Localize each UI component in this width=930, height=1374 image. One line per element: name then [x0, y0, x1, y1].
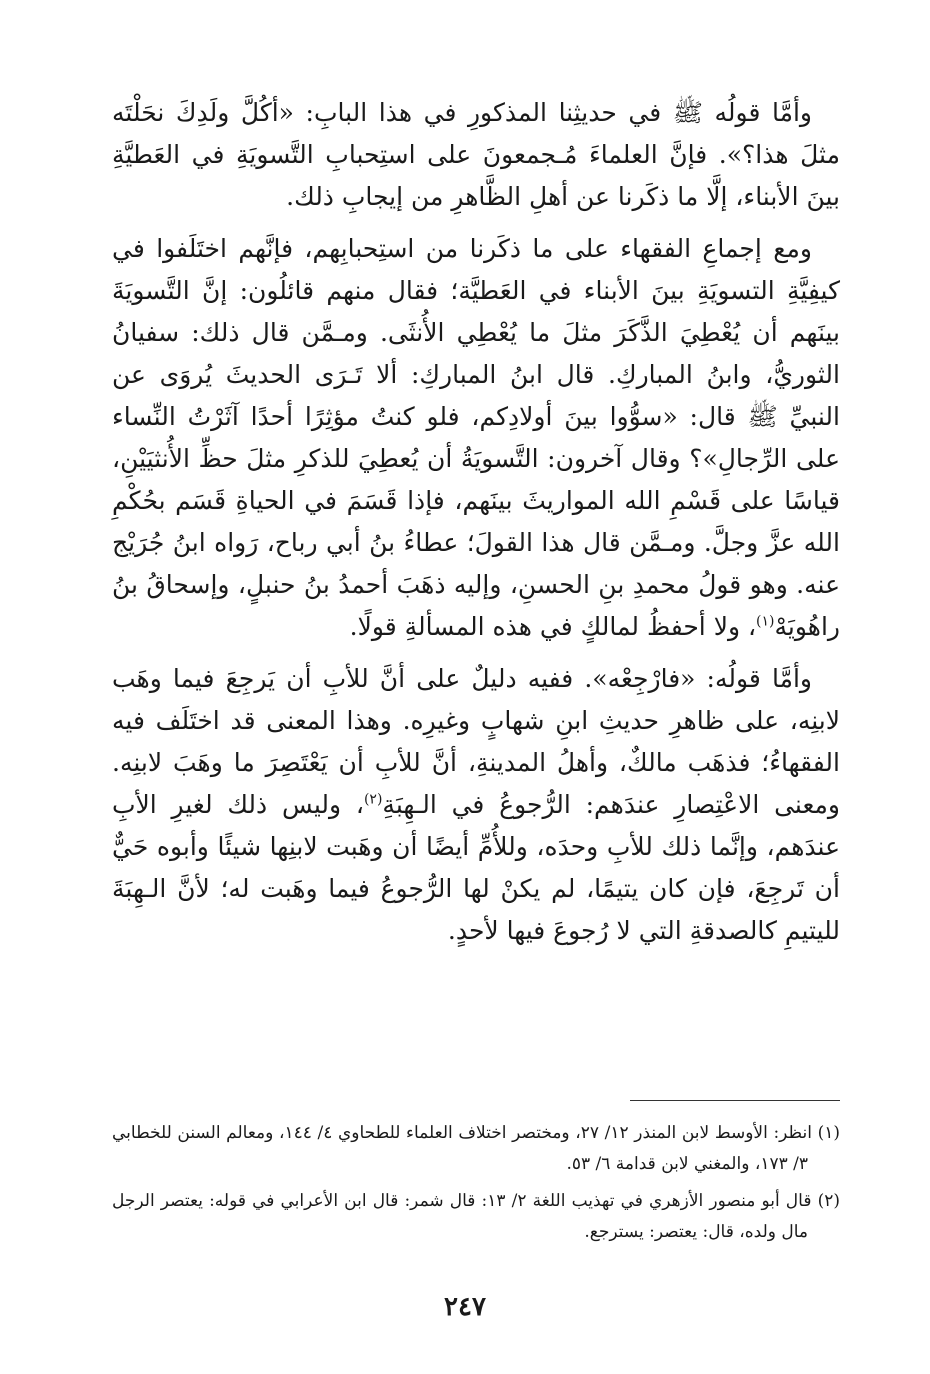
footnote-divider	[630, 1100, 840, 1101]
footnote-ref-2[interactable]: (٢)	[363, 791, 383, 808]
paragraph-3-text: وأمَّا قولُه: «فارْجِعْه». ففيه دليلٌ على أنَّ للأبِ أن يَرجِعَ فيما وهَب لابنِه، على ظاهرِ حديثِ ابنِ شهابٍ وغيرِه. وهذا المعنى قد اختَلَف فيه الفقهاءُ؛ فذهَب مالكٌ، وأهلُ المدينةِ، أنَّ للأبِ أن يَعْتَصِرَ ما وهَبَ لابنِه. ومعنى الاعْتِصارِ عندَهم: الرُّجوعُ في الـهِبَةِ	[112, 664, 840, 819]
paragraph-3-tail: ، وليس ذلك لغيرِ الأبِ عندَهم، وإنَّما ذلك للأبِ وحدَه، وللأُمِّ أيضًا أن وهَبت لابنِها شيئًا وأبوه حَيٌّ أن تَرجِعَ، فإن كان يتيمًا، لم يكنْ لها الرُّجوعُ فيما وهَبت له؛ لأنَّ الـهِبَةَ لليتيمِ كالصدقةِ التي لا رُجوعَ فيها لأحدٍ.	[112, 790, 840, 945]
paragraph-3	[112, 658, 840, 952]
footnotes	[112, 1118, 840, 1254]
footnote-ref-1[interactable]: (١)	[756, 613, 775, 630]
paragraph-2-text: ومع إجماعِ الفقهاء على ما ذكَرنا من استِحبابِهم، فإنَّهم اختَلَفوا في كيفِيَّةِ التسويَةِ بينَ الأبناء في العَطيَّة؛ فقال منهم قائلُون: إنَّ التَّسويَةَ بينَهم أن يُعْطِيَ الذَّكَرَ مثلَ ما يُعْطِي الأُنثَى. ومـمَّن قال ذلك: سفيانُ الثوريُّ، وابنُ المباركِ. قال ابنُ المباركِ: ألا تَـرَى الحديثَ يُروَى عن النبيِّ ﷺ قال: «سوُّوا بينَ أولادِكم، فلو كنتُ مؤثِرًا أحدًا آثَرْتُ النِّساء على الرِّجالِ»؟ وقال آخرون: التَّسويَةُ أن يُعطِيَ للذكرِ مثلَ حظِّ الأُنثيَيْنِ، قياسًا على قَسْمِ الله المواريثَ بينَهم، فإذا قَسَمَ في الحياةِ قَسَم بحُكْمِ الله عزَّ وجلَّ. ومـمَّن قال هذا القولَ؛ عطاءُ بنُ أبي رباح، رَواه ابنُ جُرَيْج عنه. وهو قولُ محمدِ بنِ الحسنِ، وإليه ذهَبَ أحمدُ بنُ حنبلٍ، وإسحاقُ بنُ راهُويَهْ	[112, 234, 840, 641]
page-number: ٢٤٧	[444, 1292, 486, 1322]
paragraph-2	[112, 228, 840, 648]
paragraph-2-tail: ، ولا أحفظُ لمالكٍ في هذه المسألةِ قولًا.	[349, 612, 757, 641]
paragraph-1	[112, 92, 840, 218]
footnote-2: (٢) قال أبو منصور الأزهري في تهذيب اللغة ٢/ ١٣: قال شمر: قال ابن الأعرابي في قوله: يعتصر الرجل مال ولده، قال: يعتصر: يسترجع.	[112, 1191, 840, 1242]
footnote-1: (١) انظر: الأوسط لابن المنذر ١٢/ ٢٧، ومختصر اختلاف العلماء للطحاوي ٤/ ١٤٤، ومعالم السنن للخطابي ٣/ ١٧٣، والمغني لابن قدامة ٦/ ٥٣.	[112, 1123, 840, 1174]
main-text	[112, 92, 840, 952]
paragraph-1-text: وأمَّا قولُه ﷺ في حديثِنا المذكورِ في هذا البابِ: «أكُلَّ ولَدِكَ نحَلْتَه مثلَ هذا؟». فإنَّ العلماءَ مُـجمعونَ على استِحبابِ التَّسويَةِ في العَطيَّةِ بينَ الأبناء، إلَّا ما ذكَرنا عن أهلِ الظَّاهرِ من إيجابِ ذلك.	[112, 98, 840, 211]
